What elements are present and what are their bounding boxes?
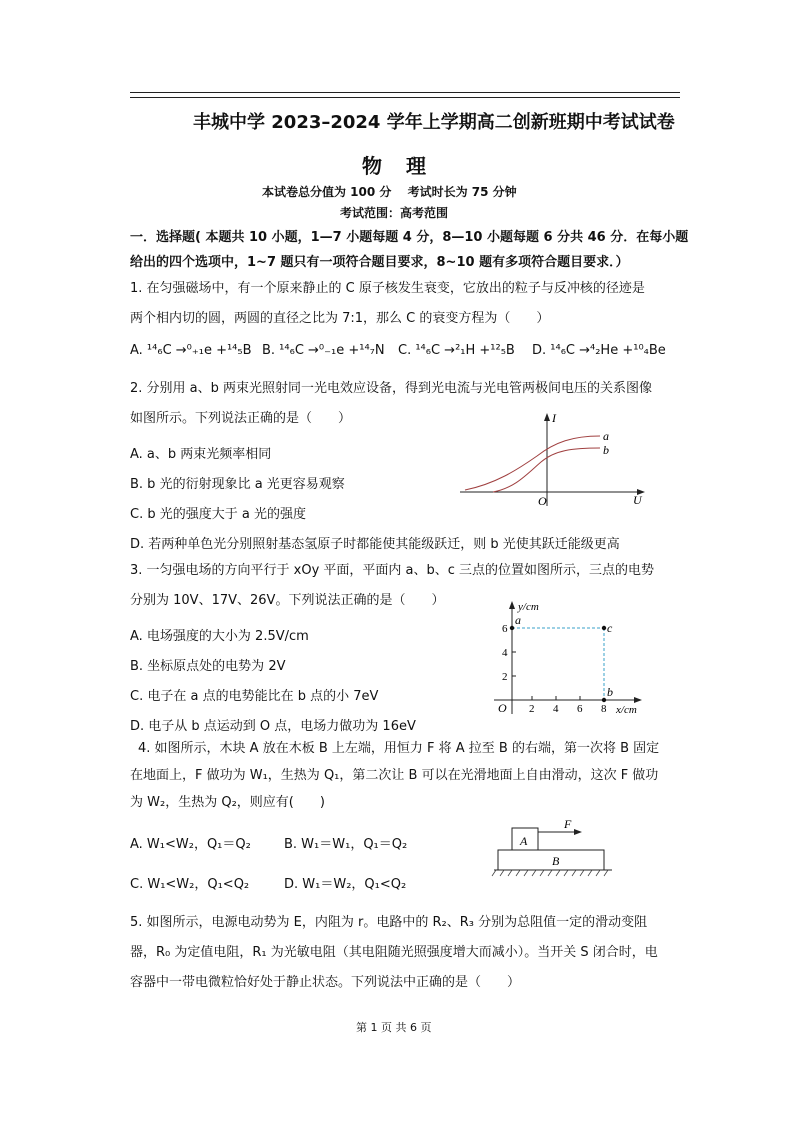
q1-option-b: B. ¹⁴₆C →⁰₋₁e +¹⁴₇N xyxy=(262,343,385,358)
q2-photocurrent-graph xyxy=(455,408,655,508)
page-footer: 第 1 页 共 6 页 xyxy=(356,1021,432,1034)
q5-stem-line1: 5. 如图所示，电源电动势为 E，内阻为 r。电路中的 R₂、R₃ 分别为总阻值一定的滑动变阻 xyxy=(130,915,648,930)
q3-option-a: A. 电场强度的大小为 2.5V/cm xyxy=(130,629,309,644)
q4-stem-line2: 在地面上，F 做功为 W₁，生热为 Q₁，第二次让 B 可以在光滑地面上自由滑动，这次 F 做功 xyxy=(130,768,659,783)
scope-line: 考试范围：高考范围 xyxy=(340,206,449,220)
q4-option-b: B. W₁＝W₁，Q₁＝Q₂ xyxy=(284,837,408,852)
q2-origin-label: O xyxy=(538,494,547,508)
q3-axis-y-label: y/cm xyxy=(518,601,539,613)
q2-option-a: A. a、b 两束光频率相同 xyxy=(130,447,272,462)
q4-block-a-label: A xyxy=(520,834,528,848)
q2-stem-line2: 如图所示。下列说法正确的是（ ） xyxy=(130,411,352,426)
q4-stem-line1: 4. 如图所示，木块 A 放在木板 B 上左端，用恒力 F 将 A 拉至 B 的右端，第一次将 B 固定 xyxy=(138,741,660,756)
q3-y-tick-4: 4 xyxy=(502,647,508,659)
q4-block-b-label: B xyxy=(552,854,560,868)
q4-block-diagram xyxy=(490,818,620,882)
q4-option-d: D. W₁＝W₂，Q₁<Q₂ xyxy=(284,877,407,892)
q3-stem-line1: 3. 一匀强电场的方向平行于 xOy 平面，平面内 a、b、c 三点的位置如图所示，三点的电势 xyxy=(130,563,655,578)
q4-stem-line3: 为 W₂，生热为 Q₂，则应有( ) xyxy=(130,795,325,810)
q3-x-tick-6: 6 xyxy=(577,703,583,715)
score-line: 本试卷总分值为 100 分 考试时长为 75 分钟 xyxy=(262,185,517,199)
q3-origin-label: O xyxy=(498,701,507,715)
q4-option-a: A. W₁<W₂，Q₁＝Q₂ xyxy=(130,837,251,852)
q3-y-tick-2: 2 xyxy=(502,671,508,683)
q3-point-a-label: a xyxy=(515,613,521,627)
q3-stem-line2: 分别为 10V、17V、26V。下列说法正确的是（ ） xyxy=(130,593,445,608)
q2-axis-i-label: I xyxy=(552,411,556,425)
q2-option-d: D. 若两种单色光分别照射基态氢原子时都能使其能级跃迁，则 b 光使其跃迁能级更高 xyxy=(130,537,620,552)
q3-axis-x-label: x/cm xyxy=(616,704,637,716)
q5-stem-line3: 容器中一带电微粒恰好处于静止状态。下列说法中正确的是（ ） xyxy=(130,975,521,990)
q3-x-tick-4: 4 xyxy=(553,703,559,715)
q2-curve-b-label: b xyxy=(603,443,609,457)
q2-option-b: B. b 光的衍射现象比 a 光更容易观察 xyxy=(130,477,345,492)
q3-x-tick-8: 8 xyxy=(601,703,607,715)
q5-stem-line2: 器，R₀ 为定值电阻，R₁ 为光敏电阻（其电阻随光照强度增大而减小）。当开关 S 闭合时，电 xyxy=(130,945,658,960)
header-rule-top xyxy=(130,92,680,93)
q1-stem-line2: 两个相内切的圆，两圆的直径之比为 7:1，那么 C 的衰变方程为（ ） xyxy=(130,311,550,326)
subject-title: 物 理 xyxy=(362,154,428,178)
q4-force-label: F xyxy=(564,818,572,831)
q1-option-a: A. ¹⁴₆C →⁰₊₁e +¹⁴₅B xyxy=(130,343,252,358)
q3-option-c: C. 电子在 a 点的电势能比在 b 点的小 7eV xyxy=(130,689,379,704)
q3-option-d: D. 电子从 b 点运动到 O 点，电场力做功为 16eV xyxy=(130,719,416,734)
q3-field-graph xyxy=(488,596,648,718)
q2-stem-line1: 2. 分别用 a、b 两束光照射同一光电效应设备，得到光电流与光电管两极间电压的关系图像 xyxy=(130,381,653,396)
q3-x-tick-2: 2 xyxy=(529,703,535,715)
q2-axis-u-label: U xyxy=(633,493,642,507)
q1-stem-line1: 1. 在匀强磁场中，有一个原来静止的 C 原子核发生衰变，它放出的粒子与反冲核的径迹是 xyxy=(130,281,645,296)
q3-option-b: B. 坐标原点处的电势为 2V xyxy=(130,659,286,674)
q1-option-d: D. ¹⁴₆C →⁴₂He +¹⁰₄Be xyxy=(532,343,666,358)
q4-option-c: C. W₁<W₂，Q₁<Q₂ xyxy=(130,877,250,892)
q3-point-c-label: c xyxy=(607,621,613,635)
q3-y-tick-6: 6 xyxy=(502,623,508,635)
q2-curve-a-label: a xyxy=(603,429,609,443)
header-rule-bottom xyxy=(130,97,680,98)
q1-option-c: C. ¹⁴₆C →²₁H +¹²₅B xyxy=(398,343,515,358)
section-heading-line1: 一．选择题( 本题共 10 小题，1—7 小题每题 4 分，8—10 小题每题 6 分共 46 分．在每小题 xyxy=(130,230,689,245)
q3-point-b-label: b xyxy=(607,685,613,699)
section-heading-line2: 给出的四个选项中，1~7 题只有一项符合题目要求，8~10 题有多项符合题目要求．） xyxy=(130,255,629,270)
q2-option-c: C. b 光的强度大于 a 光的强度 xyxy=(130,507,306,522)
exam-title: 丰城中学 2023–2024 学年上学期高二创新班期中考试试卷 xyxy=(193,112,675,133)
